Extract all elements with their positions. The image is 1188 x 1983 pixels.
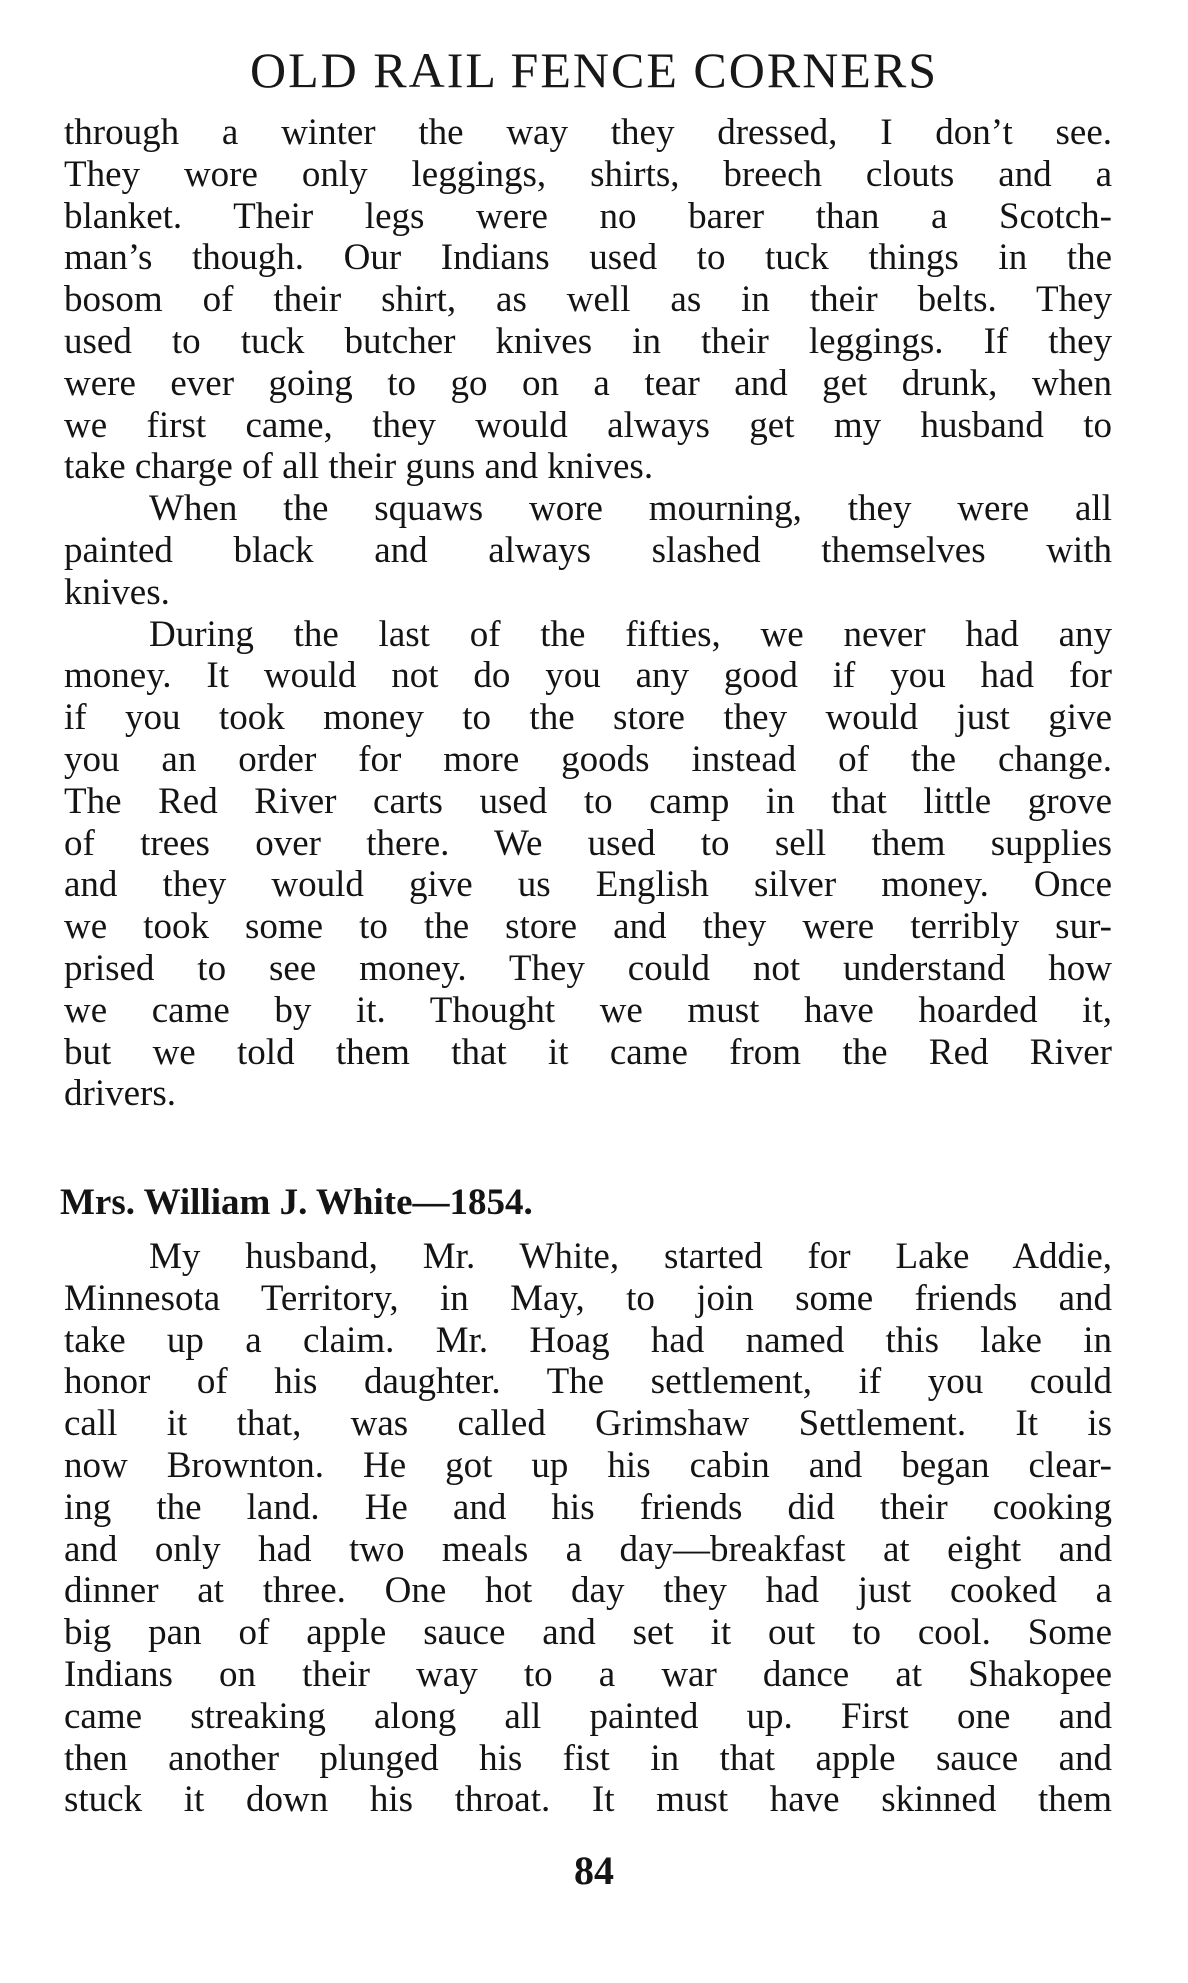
- text-line: were ever going to go on a tear and get drunk, when: [64, 362, 1112, 404]
- text-line: we came by it. Thought we must have hoarded it,: [64, 989, 1112, 1031]
- page-number: 84: [574, 1848, 614, 1893]
- text-line: painted black and always slashed themselves with: [64, 529, 1112, 571]
- section-heading: Mrs. William J. White—1854.: [60, 1182, 533, 1223]
- text-line: bosom of their shirt, as well as in their belts. They: [64, 279, 1112, 321]
- text-line: man’s though. Our Indians used to tuck things in the: [64, 237, 1112, 279]
- text-line: take up a claim. Mr. Hoag had named this lake in: [64, 1319, 1112, 1361]
- text-line: of trees over there. We used to sell them supplies: [64, 822, 1112, 864]
- text-line: honor of his daughter. The settlement, if you could: [64, 1361, 1112, 1403]
- text-line: and only had two meals a day—breakfast at eight and: [64, 1528, 1112, 1570]
- paragraph: [64, 112, 1112, 488]
- text-line: through a winter the way they dressed, I don’t see.: [64, 112, 1112, 153]
- text-line: The Red River carts used to camp in that little grove: [64, 780, 1112, 822]
- text-line: if you took money to the store they would just give: [64, 697, 1112, 739]
- text-line: you an order for more goods instead of the change.: [64, 738, 1112, 780]
- text-line: take charge of all their guns and knives.: [64, 446, 654, 488]
- text-line: Minnesota Territory, in May, to join some friends and: [64, 1277, 1112, 1319]
- text-line: During the last of the fifties, we never had any: [149, 613, 1112, 655]
- text-line: When the squaws wore mourning, they were all: [149, 488, 1112, 530]
- text-line: blanket. Their legs were no barer than a Scotch-: [64, 195, 1112, 237]
- text-line: used to tuck butcher knives in their leggings. If they: [64, 320, 1112, 362]
- text-line: now Brownton. He got up his cabin and began clear-: [64, 1444, 1112, 1486]
- text-line: dinner at three. One hot day they had just cooked a: [64, 1570, 1112, 1612]
- text-line: came streaking along all painted up. First one and: [64, 1695, 1112, 1737]
- text-line: we took some to the store and they were terribly sur-: [64, 906, 1112, 948]
- text-line: stuck it down his throat. It must have skinned them: [64, 1779, 1112, 1821]
- text-line: prised to see money. They could not understand how: [64, 947, 1112, 989]
- running-head: OLD RAIL FENCE CORNERS: [249, 42, 939, 98]
- text-line: Indians on their way to a war dance at Shakopee: [64, 1653, 1112, 1695]
- text-line: then another plunged his fist in that apple sauce and: [64, 1737, 1112, 1779]
- paragraph: [64, 614, 1112, 1116]
- text-line: we first came, they would always get my husband to: [64, 404, 1112, 446]
- text-line: My husband, Mr. White, started for Lake Addie,: [149, 1236, 1112, 1277]
- text-line: drivers.: [64, 1073, 176, 1115]
- paragraph: [64, 1236, 1112, 1821]
- text-line: but we told them that it came from the Red River: [64, 1031, 1112, 1073]
- text-line: ing the land. He and his friends did their cooking: [64, 1486, 1112, 1528]
- paragraph: [64, 488, 1112, 613]
- text-line: and they would give us English silver money. Once: [64, 864, 1112, 906]
- text-line: knives.: [64, 571, 170, 613]
- text-line: big pan of apple sauce and set it out to cool. Some: [64, 1612, 1112, 1654]
- text-line: money. It would not do you any good if you had for: [64, 655, 1112, 697]
- section-text: [64, 1236, 1112, 1821]
- continued-text: [64, 112, 1112, 1115]
- text-line: call it that, was called Grimshaw Settlement. It is: [64, 1403, 1112, 1445]
- text-line: They wore only leggings, shirts, breech clouts and a: [64, 153, 1112, 195]
